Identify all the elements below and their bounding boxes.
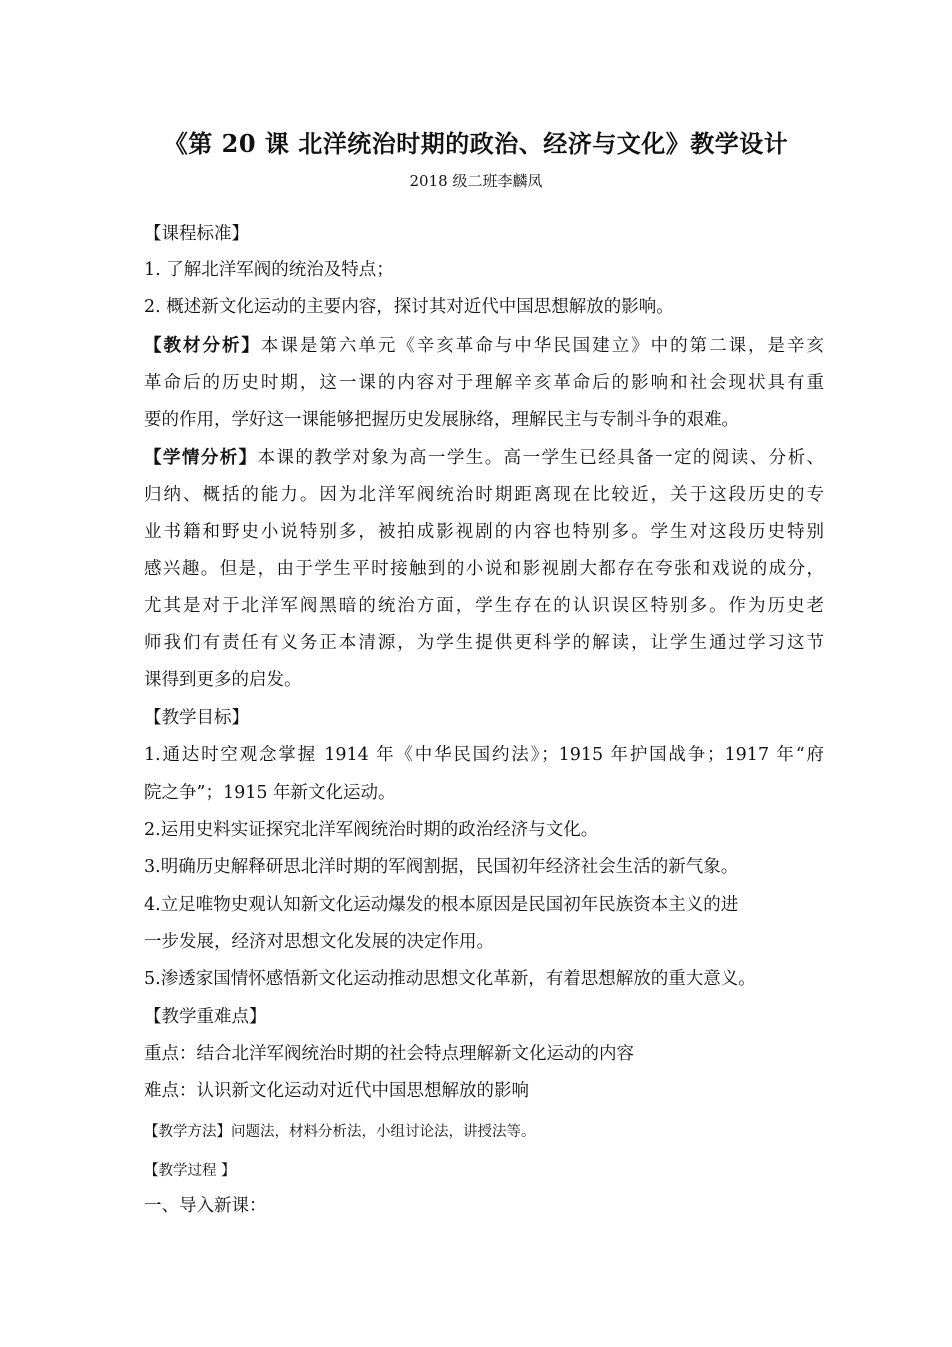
textbook-analysis-label: 【教材分析】: [144, 336, 261, 356]
objective-line: 1.通达时空观念掌握 1914 年《中华民国约法》；1915 年护国战争；1917 年“府: [144, 745, 824, 765]
textbook-analysis-line: 要的作用，学好这一课能够把握历史发展脉络，理解民主与专制斗争的艰难。: [144, 410, 739, 430]
curriculum-item: 2. 概述新文化运动的主要内容，探讨其对近代中国思想解放的影响。: [144, 297, 674, 317]
student-analysis-line: 业书籍和野史小说特别多，被拍成影视剧的内容也特别多。学生对这段历史特别: [144, 522, 824, 542]
key-point-focus: 重点：结合北洋军阀统治时期的社会特点理解新文化运动的内容: [144, 1044, 634, 1064]
key-points-heading: 【教学重难点】: [144, 1007, 267, 1027]
textbook-analysis-line: 【教材分析】本课是第六单元《辛亥革命与中华民国建立》中的第二课，是辛亥: [144, 336, 824, 356]
curriculum-item: 1. 了解北洋军阀的统治及特点；: [144, 260, 394, 280]
student-analysis-line: 【学情分析】本课的教学对象为高一学生。高一学生已经具备一定的阅读、分析、: [144, 448, 824, 468]
textbook-analysis-line: 革命后的历史时期，这一课的内容对于理解辛亥革命后的影响和社会现状具有重: [144, 373, 824, 393]
document-title: 《第 20 课 北洋统治时期的政治、经济与文化》教学设计: [163, 129, 789, 158]
objective-line: 院之争”；1915 年新文化运动。: [144, 783, 396, 803]
objective-line: 3.明确历史解释研思北洋时期的军阀割据，民国初年经济社会生活的新气象。: [144, 857, 739, 877]
student-analysis-line: 尤其是对于北洋军阀黑暗的统治方面，学生存在的认识误区特别多。作为历史老: [144, 596, 824, 616]
objectives-heading: 【教学目标】: [144, 708, 249, 728]
methods-label: 【教学方法】: [144, 1124, 231, 1140]
process-step: 一、导入新课：: [144, 1196, 267, 1216]
student-analysis-label: 【学情分析】: [144, 448, 258, 468]
process-heading: 【教学过程 】: [144, 1163, 236, 1179]
student-analysis-line: 课得到更多的启发。: [144, 670, 302, 690]
student-analysis-line: 归纳、概括的能力。因为北洋军阀统治时期距离现在比较近，关于这段历史的专: [144, 485, 824, 505]
objective-line: 一步发展，经济对思想文化发展的决定作用。: [144, 932, 494, 952]
objective-line: 2.运用史料实证探究北洋军阀统治时期的政治经济与文化。: [144, 820, 599, 840]
curriculum-heading: 【课程标准】: [144, 224, 249, 244]
objective-line: 5.渗透家国情怀感悟新文化运动推动思想文化革新，有着思想解放的重大意义。: [144, 969, 756, 989]
methods-line: 【教学方法】问题法，材料分析法，小组讨论法，讲授法等。: [144, 1124, 536, 1140]
objective-line: 4.立足唯物史观认知新文化运动爆发的根本原因是民国初年民族资本主义的进: [144, 895, 739, 915]
key-point-difficulty: 难点：认识新文化运动对近代中国思想解放的影响: [144, 1081, 529, 1101]
document-author: 2018 级二班李麟凤: [409, 172, 543, 190]
student-analysis-line: 师我们有责任有义务正本清源，为学生提供更科学的解读，让学生通过学习这节: [144, 633, 824, 653]
student-analysis-line: 感兴趣。但是，由于学生平时接触到的小说和影视剧大都存在夸张和戏说的成分，: [144, 559, 824, 579]
